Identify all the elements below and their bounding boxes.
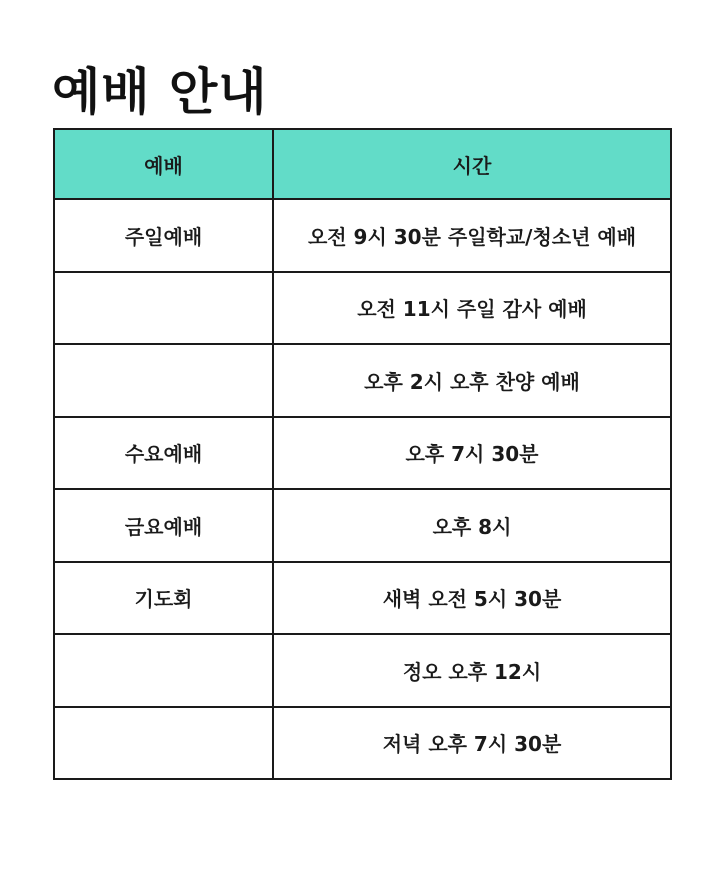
table-row	[54, 344, 671, 417]
worship-cell	[54, 344, 273, 417]
table-row	[54, 562, 671, 635]
worship-cell	[54, 272, 273, 345]
time-cell: 오전 9시 30분 주일학교/청소년 예배	[273, 199, 671, 272]
table-row	[54, 707, 671, 780]
time-cell: 오후 8시	[273, 489, 671, 562]
table-row	[54, 634, 671, 707]
worship-cell	[54, 634, 273, 707]
worship-cell: 주일예배	[54, 199, 273, 272]
table-row	[54, 199, 671, 272]
worship-cell: 기도회	[54, 562, 273, 635]
time-cell: 저녁 오후 7시 30분	[273, 707, 671, 780]
table-header-row	[54, 129, 671, 199]
worship-cell: 수요예배	[54, 417, 273, 490]
time-cell: 새벽 오전 5시 30분	[273, 562, 671, 635]
worship-cell: 금요예배	[54, 489, 273, 562]
worship-schedule-table	[53, 128, 672, 780]
table-row	[54, 417, 671, 490]
page-title: 예배 안내	[52, 63, 268, 121]
table-row	[54, 272, 671, 345]
worship-cell	[54, 707, 273, 780]
table-row	[54, 489, 671, 562]
header-worship: 예배	[54, 129, 273, 199]
time-cell: 오후 2시 오후 찬양 예배	[273, 344, 671, 417]
time-cell: 오전 11시 주일 감사 예배	[273, 272, 671, 345]
time-cell: 정오 오후 12시	[273, 634, 671, 707]
header-time: 시간	[273, 129, 671, 199]
time-cell: 오후 7시 30분	[273, 417, 671, 490]
